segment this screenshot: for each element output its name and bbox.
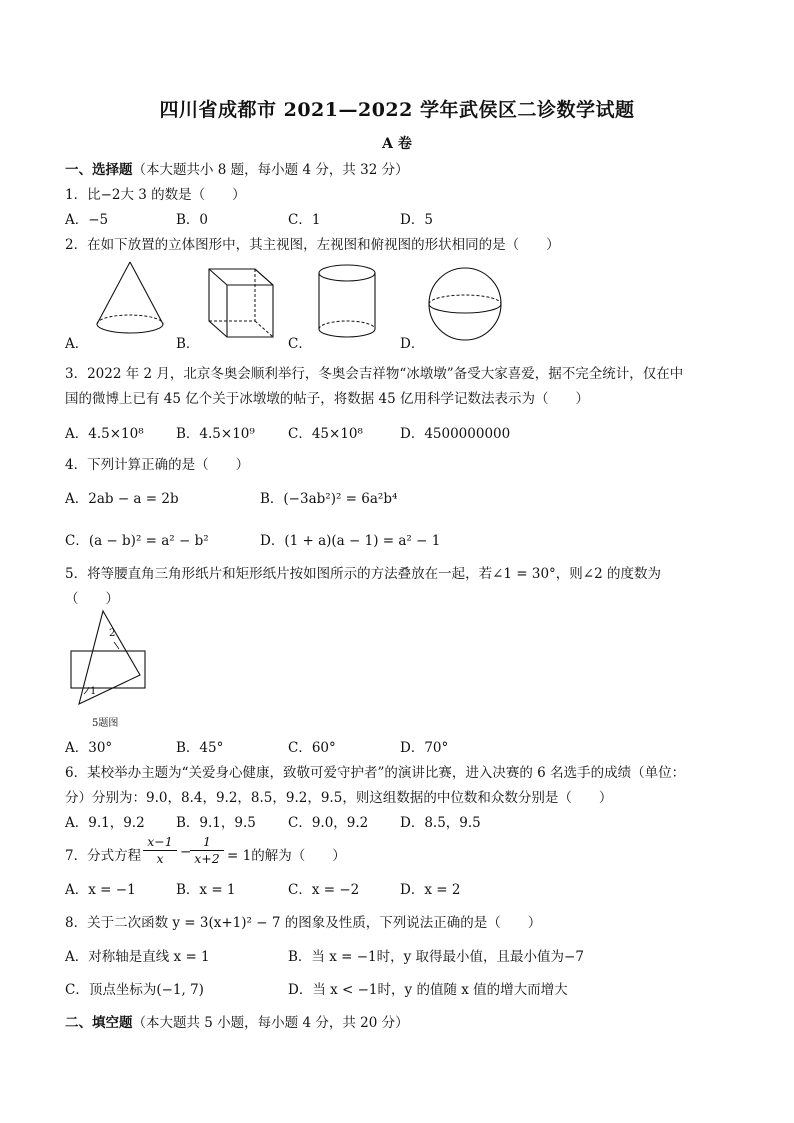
section1-heading: 一、选择题 [65, 162, 133, 178]
q7-option-a[interactable]: A．x = −1 [65, 882, 136, 898]
q2-option-d[interactable]: D． [400, 336, 425, 352]
q2-option-a[interactable]: A． [65, 336, 89, 352]
q4-stem: 4．下列计算正确的是（ ） [65, 457, 250, 473]
q2-option-c[interactable]: C． [288, 336, 312, 352]
paper-section-label: A 卷 [382, 136, 412, 152]
q6-option-a[interactable]: A．9.1，9.2 [65, 815, 145, 831]
q1-option-c[interactable]: C．1 [288, 212, 321, 228]
q8-option-c[interactable]: C．顶点坐标为(−1, 7) [65, 982, 204, 998]
cylinder-figure [315, 263, 380, 343]
section2-heading: 二、填空题 [65, 1015, 133, 1031]
q7-option-c[interactable]: C．x = −2 [288, 882, 360, 898]
q7-frac1-numerator: x−1 [143, 834, 177, 851]
q7-frac2-denominator: x+2 [194, 851, 220, 866]
q5-option-c[interactable]: C．60° [288, 740, 336, 756]
q8-option-d[interactable]: D．当 x < −1时，y 的值随 x 值的增大而增大 [288, 982, 568, 998]
q1-option-d[interactable]: D．5 [400, 212, 433, 228]
q7-frac2 [190, 834, 224, 867]
q3-option-d[interactable]: D．4500000000 [400, 426, 511, 442]
q6-option-b[interactable]: B．9.1，9.5 [176, 815, 256, 831]
q7-minus: − [180, 844, 192, 860]
sphere-figure [425, 264, 507, 346]
section2-header [65, 1011, 409, 1031]
q7-option-d[interactable]: D．x = 2 [400, 882, 461, 898]
q7-frac1-denominator: x [156, 851, 164, 866]
q7-frac1 [143, 834, 177, 867]
q3-option-c[interactable]: C．45×10⁸ [288, 426, 363, 442]
q1-option-a[interactable]: A．−5 [65, 212, 109, 228]
q7-frac2-numerator: 1 [190, 834, 224, 851]
q8-option-a[interactable]: A．对称轴是直线 x = 1 [65, 949, 210, 965]
q6-stem-line1: 6．某校举办主题为“关爱身心健康，致敬可爱守护者”的演讲比赛，进入决赛的 6 名选手的成绩（单位： [65, 765, 686, 781]
q1-stem: 1．比−2大 3 的数是（ ） [65, 187, 246, 203]
triangular-prism-figure [205, 265, 280, 340]
q7-suffix: = 1的解为（ ） [227, 848, 346, 864]
cone-figure [95, 258, 165, 338]
q5-angle1-label: 1 [90, 686, 97, 697]
q2-stem: 2．在如下放置的立体图形中，其主视图，左视图和俯视图的形状相同的是（ ） [65, 237, 560, 253]
q5-option-a[interactable]: A．30° [65, 740, 113, 756]
q4-option-b[interactable]: B．(−3ab²)² = 6a²b⁴ [260, 491, 398, 507]
q5-option-b[interactable]: B．45° [176, 740, 224, 756]
section1-header [65, 158, 409, 178]
q6-option-d[interactable]: D．8.5，9.5 [400, 815, 481, 831]
q5-angle2-label: 2 [109, 628, 116, 639]
section2-desc: （本大题共 5 小题，每小题 4 分，共 20 分） [132, 1015, 409, 1031]
q2-option-b[interactable]: B． [176, 336, 200, 352]
q6-stem-line2: 分）分别为：9.0，8.4，9.2，8.5，9.2，9.5，则这组数据的中位数和众数分别是（ ） [65, 790, 613, 806]
q4-option-d[interactable]: D．(1 + a)(a − 1) = a² − 1 [260, 533, 441, 549]
q5-figure-caption: 5题图 [92, 718, 119, 729]
page-title: 四川省成都市 2021—2022 学年武侯区二诊数学试题 [159, 99, 635, 121]
q4-option-c[interactable]: C．(a − b)² = a² − b² [65, 533, 209, 549]
q5-stem-line1: 5．将等腰直角三角形纸片和矩形纸片按如图所示的方法叠放在一起，若∠1 = 30°，则∠2 的度数为 [65, 566, 662, 582]
q3-option-b[interactable]: B．4.5×10⁹ [176, 426, 255, 442]
q6-option-c[interactable]: C．9.0，9.2 [288, 815, 369, 831]
q5-figure [68, 608, 153, 718]
q3-stem-line1: 3．2022 年 2 月，北京冬奥会顺利举行，冬奥会吉祥物“冰墩墩”备受大家喜爱，据不完全统计，仅在中 [65, 366, 684, 382]
q3-stem-line2: 国的微博上已有 45 亿个关于冰墩墩的帖子，将数据 45 亿用科学记数法表示为（ ） [65, 391, 590, 407]
q8-stem: 8．关于二次函数 y = 3(x+1)² − 7 的图象及性质，下列说法正确的是（ ） [65, 915, 542, 931]
q7-prefix: 7．分式方程 [65, 848, 142, 864]
q1-option-b[interactable]: B．0 [176, 212, 209, 228]
q5-stem-line2: （ ） [65, 591, 119, 607]
section1-desc: （本大题共小 8 题，每小题 4 分，共 32 分） [132, 162, 409, 178]
q7-option-b[interactable]: B．x = 1 [176, 882, 236, 898]
q5-option-d[interactable]: D．70° [400, 740, 449, 756]
q8-option-b[interactable]: B．当 x = −1时，y 取得最小值，且最小值为−7 [288, 949, 584, 965]
q4-option-a[interactable]: A．2ab − a = 2b [65, 491, 179, 507]
q3-option-a[interactable]: A．4.5×10⁸ [65, 426, 144, 442]
